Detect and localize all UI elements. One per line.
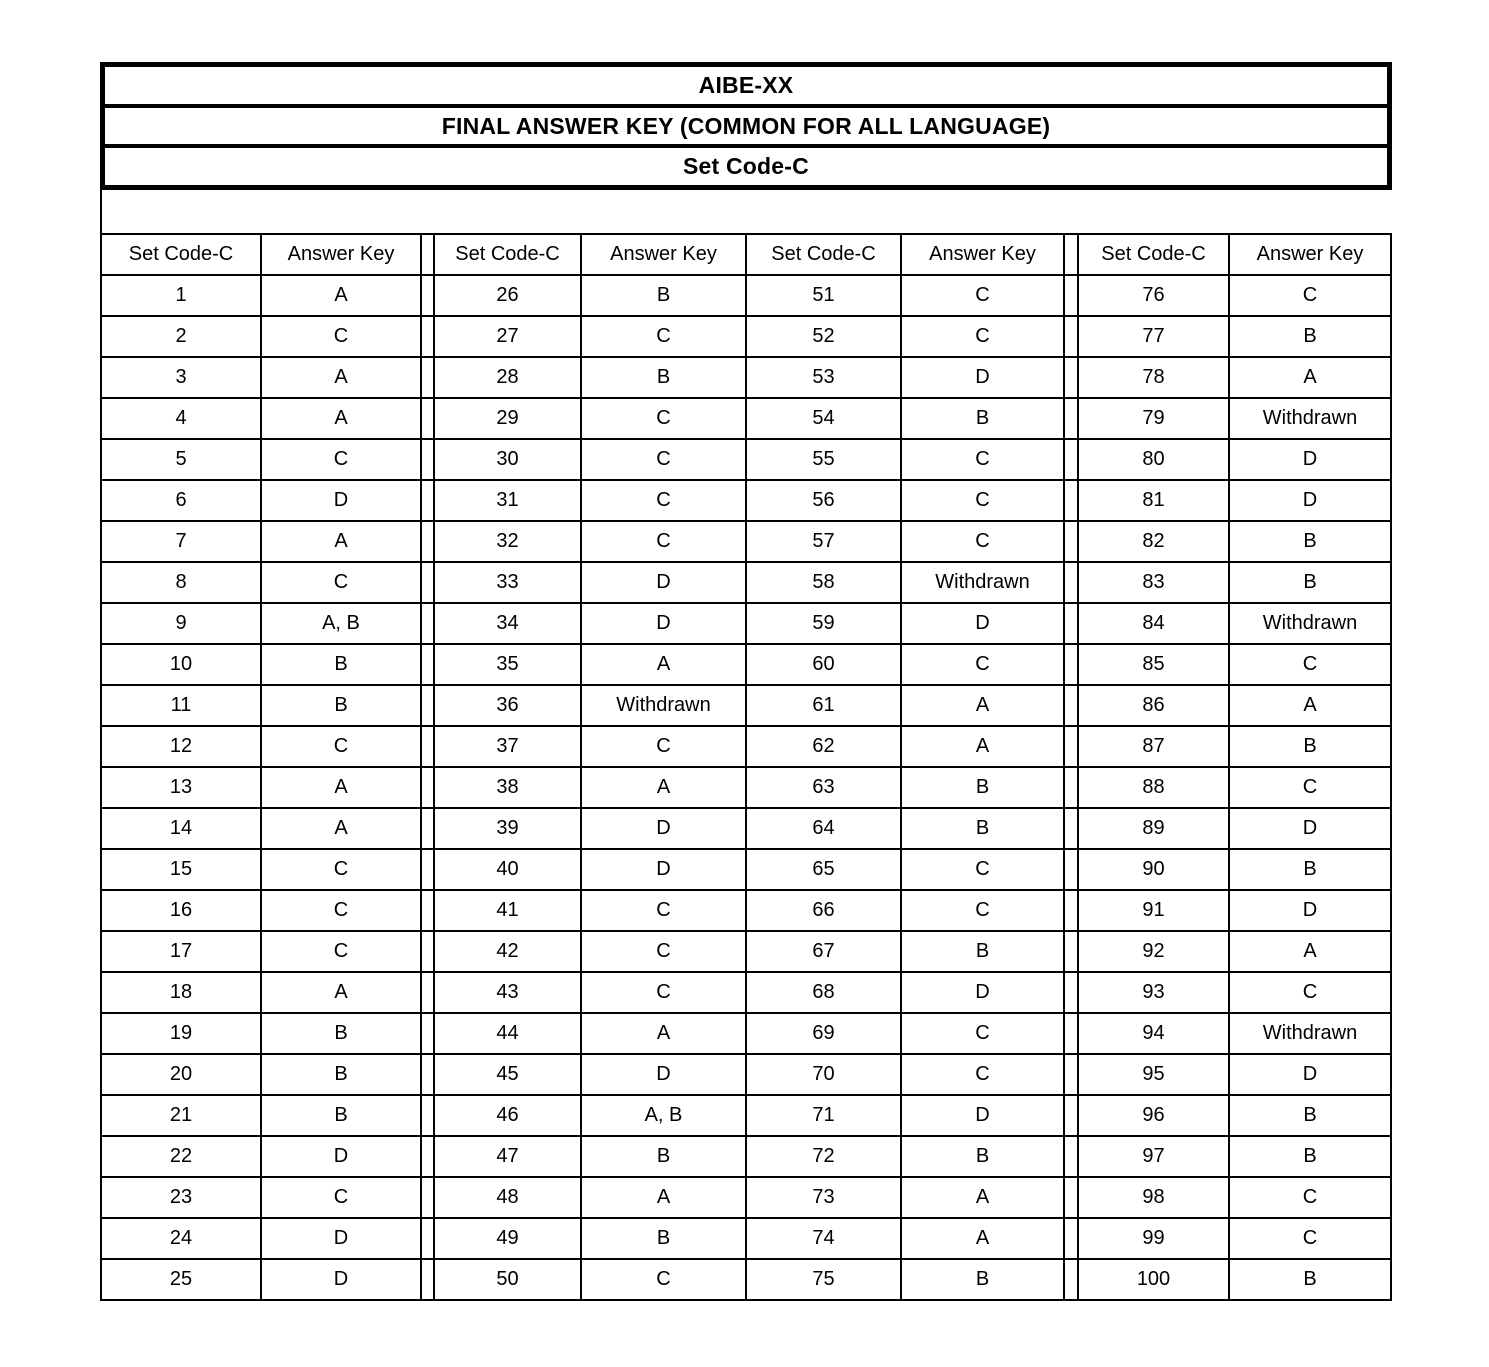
question-number-cell: 27 bbox=[434, 316, 581, 357]
answer-cell: C bbox=[901, 275, 1064, 316]
answer-cell: A bbox=[581, 644, 746, 685]
question-number-cell: 41 bbox=[434, 890, 581, 931]
question-number-cell: 80 bbox=[1078, 439, 1229, 480]
answer-cell: Withdrawn bbox=[581, 685, 746, 726]
answer-cell: B bbox=[261, 644, 421, 685]
question-number-cell: 44 bbox=[434, 1013, 581, 1054]
question-number-cell: 29 bbox=[434, 398, 581, 439]
table-row bbox=[101, 1218, 1391, 1259]
table-row bbox=[101, 1054, 1391, 1095]
spacer-cell bbox=[421, 644, 434, 685]
table-head bbox=[101, 234, 1391, 275]
spacer-cell bbox=[1064, 1177, 1078, 1218]
spacer-cell bbox=[1064, 931, 1078, 972]
spacer-cell bbox=[421, 890, 434, 931]
answer-cell: C bbox=[581, 726, 746, 767]
question-number-cell: 63 bbox=[746, 767, 901, 808]
spacer-cell bbox=[1064, 316, 1078, 357]
spacer-cell bbox=[1064, 1136, 1078, 1177]
question-number-cell: 53 bbox=[746, 357, 901, 398]
answer-cell: B bbox=[1229, 521, 1391, 562]
question-number-cell: 95 bbox=[1078, 1054, 1229, 1095]
table-row bbox=[101, 1136, 1391, 1177]
question-number-cell: 14 bbox=[101, 808, 261, 849]
question-number-cell: 89 bbox=[1078, 808, 1229, 849]
column-header-set-code: Set Code-C bbox=[434, 234, 581, 275]
answer-cell: C bbox=[581, 480, 746, 521]
spacer-cell bbox=[1064, 398, 1078, 439]
answer-cell: D bbox=[261, 1218, 421, 1259]
answer-cell: D bbox=[581, 849, 746, 890]
answer-cell: C bbox=[261, 439, 421, 480]
question-number-cell: 26 bbox=[434, 275, 581, 316]
table-row bbox=[101, 808, 1391, 849]
spacer-cell bbox=[1064, 275, 1078, 316]
spacer-cell bbox=[421, 972, 434, 1013]
spacer-cell bbox=[1064, 972, 1078, 1013]
question-number-cell: 73 bbox=[746, 1177, 901, 1218]
spacer-cell bbox=[1064, 1054, 1078, 1095]
answer-cell: B bbox=[1229, 1095, 1391, 1136]
answer-cell: C bbox=[901, 849, 1064, 890]
question-number-cell: 28 bbox=[434, 357, 581, 398]
answer-cell: A bbox=[1229, 685, 1391, 726]
table-row bbox=[101, 398, 1391, 439]
question-number-cell: 81 bbox=[1078, 480, 1229, 521]
question-number-cell: 93 bbox=[1078, 972, 1229, 1013]
exam-title: AIBE-XX bbox=[105, 67, 1387, 108]
spacer-cell bbox=[421, 1054, 434, 1095]
question-number-cell: 67 bbox=[746, 931, 901, 972]
question-number-cell: 94 bbox=[1078, 1013, 1229, 1054]
spacer-cell bbox=[421, 603, 434, 644]
question-number-cell: 4 bbox=[101, 398, 261, 439]
spacer-cell bbox=[1064, 890, 1078, 931]
spacer-cell bbox=[1064, 357, 1078, 398]
question-number-cell: 34 bbox=[434, 603, 581, 644]
question-number-cell: 32 bbox=[434, 521, 581, 562]
answer-cell: C bbox=[261, 1177, 421, 1218]
question-number-cell: 37 bbox=[434, 726, 581, 767]
spacer-cell bbox=[421, 1218, 434, 1259]
answer-key-title: FINAL ANSWER KEY (COMMON FOR ALL LANGUAGE) bbox=[105, 108, 1387, 149]
question-number-cell: 39 bbox=[434, 808, 581, 849]
question-number-cell: 91 bbox=[1078, 890, 1229, 931]
question-number-cell: 88 bbox=[1078, 767, 1229, 808]
answer-cell: D bbox=[1229, 439, 1391, 480]
table-row bbox=[101, 931, 1391, 972]
answer-cell: B bbox=[901, 1259, 1064, 1300]
question-number-cell: 19 bbox=[101, 1013, 261, 1054]
question-number-cell: 16 bbox=[101, 890, 261, 931]
answer-cell: D bbox=[581, 1054, 746, 1095]
answer-cell: D bbox=[901, 972, 1064, 1013]
answer-cell: A, B bbox=[261, 603, 421, 644]
answer-cell: D bbox=[261, 1136, 421, 1177]
answer-cell: Withdrawn bbox=[1229, 398, 1391, 439]
answer-cell: C bbox=[261, 890, 421, 931]
answer-cell: D bbox=[1229, 1054, 1391, 1095]
column-header-answer-key: Answer Key bbox=[261, 234, 421, 275]
question-number-cell: 90 bbox=[1078, 849, 1229, 890]
table-row bbox=[101, 1177, 1391, 1218]
spacer-cell bbox=[421, 1136, 434, 1177]
header-row bbox=[101, 234, 1391, 275]
question-number-cell: 68 bbox=[746, 972, 901, 1013]
answer-cell: B bbox=[261, 685, 421, 726]
question-number-cell: 8 bbox=[101, 562, 261, 603]
question-number-cell: 17 bbox=[101, 931, 261, 972]
question-number-cell: 77 bbox=[1078, 316, 1229, 357]
answer-cell: D bbox=[901, 603, 1064, 644]
question-number-cell: 50 bbox=[434, 1259, 581, 1300]
answer-cell: A bbox=[901, 685, 1064, 726]
spacer-cell bbox=[1064, 808, 1078, 849]
answer-cell: C bbox=[1229, 1177, 1391, 1218]
question-number-cell: 61 bbox=[746, 685, 901, 726]
answer-cell: C bbox=[1229, 972, 1391, 1013]
question-number-cell: 33 bbox=[434, 562, 581, 603]
answer-cell: D bbox=[261, 480, 421, 521]
answer-cell: A bbox=[261, 972, 421, 1013]
question-number-cell: 99 bbox=[1078, 1218, 1229, 1259]
column-header-answer-key: Answer Key bbox=[1229, 234, 1391, 275]
question-number-cell: 79 bbox=[1078, 398, 1229, 439]
question-number-cell: 30 bbox=[434, 439, 581, 480]
table-row bbox=[101, 1095, 1391, 1136]
question-number-cell: 42 bbox=[434, 931, 581, 972]
spacer-cell bbox=[1064, 1095, 1078, 1136]
table-row bbox=[101, 1259, 1391, 1300]
table-row bbox=[101, 685, 1391, 726]
spacer-cell bbox=[1064, 603, 1078, 644]
question-number-cell: 35 bbox=[434, 644, 581, 685]
question-number-cell: 15 bbox=[101, 849, 261, 890]
question-number-cell: 76 bbox=[1078, 275, 1229, 316]
question-number-cell: 71 bbox=[746, 1095, 901, 1136]
question-number-cell: 58 bbox=[746, 562, 901, 603]
answer-cell: B bbox=[581, 1136, 746, 1177]
answer-cell: D bbox=[1229, 808, 1391, 849]
question-number-cell: 64 bbox=[746, 808, 901, 849]
question-number-cell: 51 bbox=[746, 275, 901, 316]
spacer-cell bbox=[421, 480, 434, 521]
table-row bbox=[101, 316, 1391, 357]
answer-cell: C bbox=[261, 849, 421, 890]
spacer-cell bbox=[421, 275, 434, 316]
table-row bbox=[101, 275, 1391, 316]
answer-cell: A, B bbox=[581, 1095, 746, 1136]
spacer-cell bbox=[1064, 685, 1078, 726]
table-row bbox=[101, 480, 1391, 521]
question-number-cell: 65 bbox=[746, 849, 901, 890]
question-number-cell: 97 bbox=[1078, 1136, 1229, 1177]
spacer-cell bbox=[1064, 767, 1078, 808]
answer-cell: C bbox=[901, 644, 1064, 685]
answer-cell: C bbox=[1229, 767, 1391, 808]
answer-cell: A bbox=[581, 1177, 746, 1218]
answer-cell: C bbox=[581, 890, 746, 931]
answer-cell: C bbox=[581, 972, 746, 1013]
question-number-cell: 2 bbox=[101, 316, 261, 357]
answer-cell: B bbox=[901, 767, 1064, 808]
answer-cell: C bbox=[261, 562, 421, 603]
spacer-cell bbox=[1064, 562, 1078, 603]
question-number-cell: 92 bbox=[1078, 931, 1229, 972]
answer-cell: B bbox=[901, 398, 1064, 439]
question-number-cell: 3 bbox=[101, 357, 261, 398]
answer-cell: B bbox=[1229, 1136, 1391, 1177]
spacer-cell bbox=[421, 316, 434, 357]
question-number-cell: 1 bbox=[101, 275, 261, 316]
answer-cell: A bbox=[581, 1013, 746, 1054]
answer-cell: A bbox=[261, 767, 421, 808]
spacer-cell bbox=[421, 1259, 434, 1300]
spacer-cell bbox=[1064, 234, 1078, 275]
question-number-cell: 36 bbox=[434, 685, 581, 726]
question-number-cell: 75 bbox=[746, 1259, 901, 1300]
question-number-cell: 69 bbox=[746, 1013, 901, 1054]
question-number-cell: 9 bbox=[101, 603, 261, 644]
question-number-cell: 56 bbox=[746, 480, 901, 521]
set-code-title: Set Code-C bbox=[683, 153, 809, 180]
question-number-cell: 86 bbox=[1078, 685, 1229, 726]
answer-cell: B bbox=[1229, 726, 1391, 767]
answer-cell: A bbox=[1229, 357, 1391, 398]
answer-cell: C bbox=[581, 439, 746, 480]
answer-cell: B bbox=[1229, 562, 1391, 603]
spacer-cell bbox=[421, 726, 434, 767]
question-number-cell: 59 bbox=[746, 603, 901, 644]
question-number-cell: 98 bbox=[1078, 1177, 1229, 1218]
question-number-cell: 47 bbox=[434, 1136, 581, 1177]
answer-cell: C bbox=[901, 439, 1064, 480]
answer-cell: D bbox=[1229, 480, 1391, 521]
spacer-cell bbox=[421, 234, 434, 275]
question-number-cell: 12 bbox=[101, 726, 261, 767]
question-number-cell: 10 bbox=[101, 644, 261, 685]
question-number-cell: 82 bbox=[1078, 521, 1229, 562]
question-number-cell: 18 bbox=[101, 972, 261, 1013]
answer-cell: B bbox=[1229, 1259, 1391, 1300]
answer-cell: C bbox=[1229, 1218, 1391, 1259]
question-number-cell: 48 bbox=[434, 1177, 581, 1218]
table-row bbox=[101, 972, 1391, 1013]
table-body bbox=[101, 275, 1391, 1300]
answer-cell: A bbox=[261, 521, 421, 562]
answer-cell: C bbox=[1229, 644, 1391, 685]
answer-cell: D bbox=[261, 1259, 421, 1300]
table-row bbox=[101, 849, 1391, 890]
question-number-cell: 72 bbox=[746, 1136, 901, 1177]
answer-key-table bbox=[100, 233, 1392, 1301]
answer-cell: A bbox=[901, 1218, 1064, 1259]
question-number-cell: 70 bbox=[746, 1054, 901, 1095]
question-number-cell: 11 bbox=[101, 685, 261, 726]
table-row bbox=[101, 521, 1391, 562]
question-number-cell: 87 bbox=[1078, 726, 1229, 767]
answer-cell: C bbox=[581, 316, 746, 357]
question-number-cell: 49 bbox=[434, 1218, 581, 1259]
question-number-cell: 40 bbox=[434, 849, 581, 890]
answer-cell: D bbox=[901, 357, 1064, 398]
table-row bbox=[101, 562, 1391, 603]
answer-cell: Withdrawn bbox=[901, 562, 1064, 603]
column-header-set-code: Set Code-C bbox=[746, 234, 901, 275]
spacer-cell bbox=[421, 849, 434, 890]
question-number-cell: 45 bbox=[434, 1054, 581, 1095]
question-number-cell: 54 bbox=[746, 398, 901, 439]
answer-cell: Withdrawn bbox=[1229, 603, 1391, 644]
answer-cell: D bbox=[1229, 890, 1391, 931]
answer-cell: B bbox=[261, 1013, 421, 1054]
answer-cell: C bbox=[261, 316, 421, 357]
spacer-cell bbox=[1064, 1013, 1078, 1054]
question-number-cell: 46 bbox=[434, 1095, 581, 1136]
answer-cell: C bbox=[901, 890, 1064, 931]
question-number-cell: 31 bbox=[434, 480, 581, 521]
answer-cell: A bbox=[901, 726, 1064, 767]
column-header-set-code: Set Code-C bbox=[101, 234, 261, 275]
question-number-cell: 7 bbox=[101, 521, 261, 562]
question-number-cell: 78 bbox=[1078, 357, 1229, 398]
table-row bbox=[101, 439, 1391, 480]
answer-cell: B bbox=[901, 808, 1064, 849]
question-number-cell: 21 bbox=[101, 1095, 261, 1136]
answer-cell: B bbox=[581, 357, 746, 398]
column-header-answer-key: Answer Key bbox=[581, 234, 746, 275]
spacer-cell bbox=[421, 767, 434, 808]
question-number-cell: 23 bbox=[101, 1177, 261, 1218]
answer-cell: C bbox=[581, 931, 746, 972]
spacer-cell bbox=[421, 521, 434, 562]
answer-cell: D bbox=[581, 603, 746, 644]
table-row bbox=[101, 767, 1391, 808]
question-number-cell: 52 bbox=[746, 316, 901, 357]
question-number-cell: 38 bbox=[434, 767, 581, 808]
question-number-cell: 5 bbox=[101, 439, 261, 480]
left-margin-rule bbox=[100, 190, 102, 233]
answer-cell: D bbox=[901, 1095, 1064, 1136]
spacer-cell bbox=[1064, 644, 1078, 685]
answer-cell: A bbox=[901, 1177, 1064, 1218]
answer-cell: B bbox=[581, 1218, 746, 1259]
spacer-cell bbox=[421, 1177, 434, 1218]
answer-cell: C bbox=[901, 1054, 1064, 1095]
answer-cell: A bbox=[581, 767, 746, 808]
question-number-cell: 83 bbox=[1078, 562, 1229, 603]
question-number-cell: 84 bbox=[1078, 603, 1229, 644]
spacer-cell bbox=[421, 357, 434, 398]
spacer-cell bbox=[1064, 726, 1078, 767]
spacer-cell bbox=[421, 931, 434, 972]
answer-cell: C bbox=[901, 480, 1064, 521]
question-number-cell: 22 bbox=[101, 1136, 261, 1177]
spacer-cell bbox=[421, 1095, 434, 1136]
table-row bbox=[101, 644, 1391, 685]
spacer-cell bbox=[1064, 439, 1078, 480]
answer-cell: C bbox=[261, 931, 421, 972]
answer-cell: C bbox=[901, 316, 1064, 357]
spacer-cell bbox=[421, 685, 434, 726]
answer-cell: D bbox=[581, 562, 746, 603]
question-number-cell: 100 bbox=[1078, 1259, 1229, 1300]
question-number-cell: 20 bbox=[101, 1054, 261, 1095]
answer-cell: B bbox=[581, 275, 746, 316]
spacer-cell bbox=[1064, 1259, 1078, 1300]
column-header-set-code: Set Code-C bbox=[1078, 234, 1229, 275]
answer-cell: C bbox=[1229, 275, 1391, 316]
spacer-cell bbox=[1064, 849, 1078, 890]
table-row bbox=[101, 890, 1391, 931]
answer-cell: A bbox=[261, 275, 421, 316]
question-number-cell: 66 bbox=[746, 890, 901, 931]
answer-cell: B bbox=[1229, 849, 1391, 890]
table-row bbox=[101, 1013, 1391, 1054]
question-number-cell: 24 bbox=[101, 1218, 261, 1259]
spacer-cell bbox=[1064, 521, 1078, 562]
question-number-cell: 55 bbox=[746, 439, 901, 480]
answer-cell: C bbox=[901, 521, 1064, 562]
question-number-cell: 57 bbox=[746, 521, 901, 562]
table-row bbox=[101, 357, 1391, 398]
answer-cell: A bbox=[261, 808, 421, 849]
question-number-cell: 96 bbox=[1078, 1095, 1229, 1136]
table-row bbox=[101, 603, 1391, 644]
answer-cell: B bbox=[261, 1054, 421, 1095]
answer-cell: C bbox=[261, 726, 421, 767]
answer-cell: B bbox=[261, 1095, 421, 1136]
title-block bbox=[100, 62, 1392, 190]
answer-cell: C bbox=[581, 398, 746, 439]
spacer-cell bbox=[421, 439, 434, 480]
answer-cell: Withdrawn bbox=[1229, 1013, 1391, 1054]
answer-cell: A bbox=[1229, 931, 1391, 972]
answer-cell: C bbox=[581, 521, 746, 562]
table-row bbox=[101, 726, 1391, 767]
spacer-cell bbox=[421, 1013, 434, 1054]
answer-cell: B bbox=[1229, 316, 1391, 357]
spacer-cell bbox=[1064, 480, 1078, 521]
answer-cell: D bbox=[581, 808, 746, 849]
answer-cell: C bbox=[901, 1013, 1064, 1054]
question-number-cell: 62 bbox=[746, 726, 901, 767]
spacer-cell bbox=[421, 808, 434, 849]
answer-cell: A bbox=[261, 357, 421, 398]
column-header-answer-key: Answer Key bbox=[901, 234, 1064, 275]
answer-cell: B bbox=[901, 931, 1064, 972]
spacer-cell bbox=[421, 562, 434, 603]
answer-cell: B bbox=[901, 1136, 1064, 1177]
answer-cell: C bbox=[581, 1259, 746, 1300]
question-number-cell: 60 bbox=[746, 644, 901, 685]
question-number-cell: 13 bbox=[101, 767, 261, 808]
question-number-cell: 25 bbox=[101, 1259, 261, 1300]
spacer-cell bbox=[421, 398, 434, 439]
question-number-cell: 74 bbox=[746, 1218, 901, 1259]
question-number-cell: 85 bbox=[1078, 644, 1229, 685]
spacer-cell bbox=[1064, 1218, 1078, 1259]
question-number-cell: 43 bbox=[434, 972, 581, 1013]
answer-cell: A bbox=[261, 398, 421, 439]
question-number-cell: 6 bbox=[101, 480, 261, 521]
